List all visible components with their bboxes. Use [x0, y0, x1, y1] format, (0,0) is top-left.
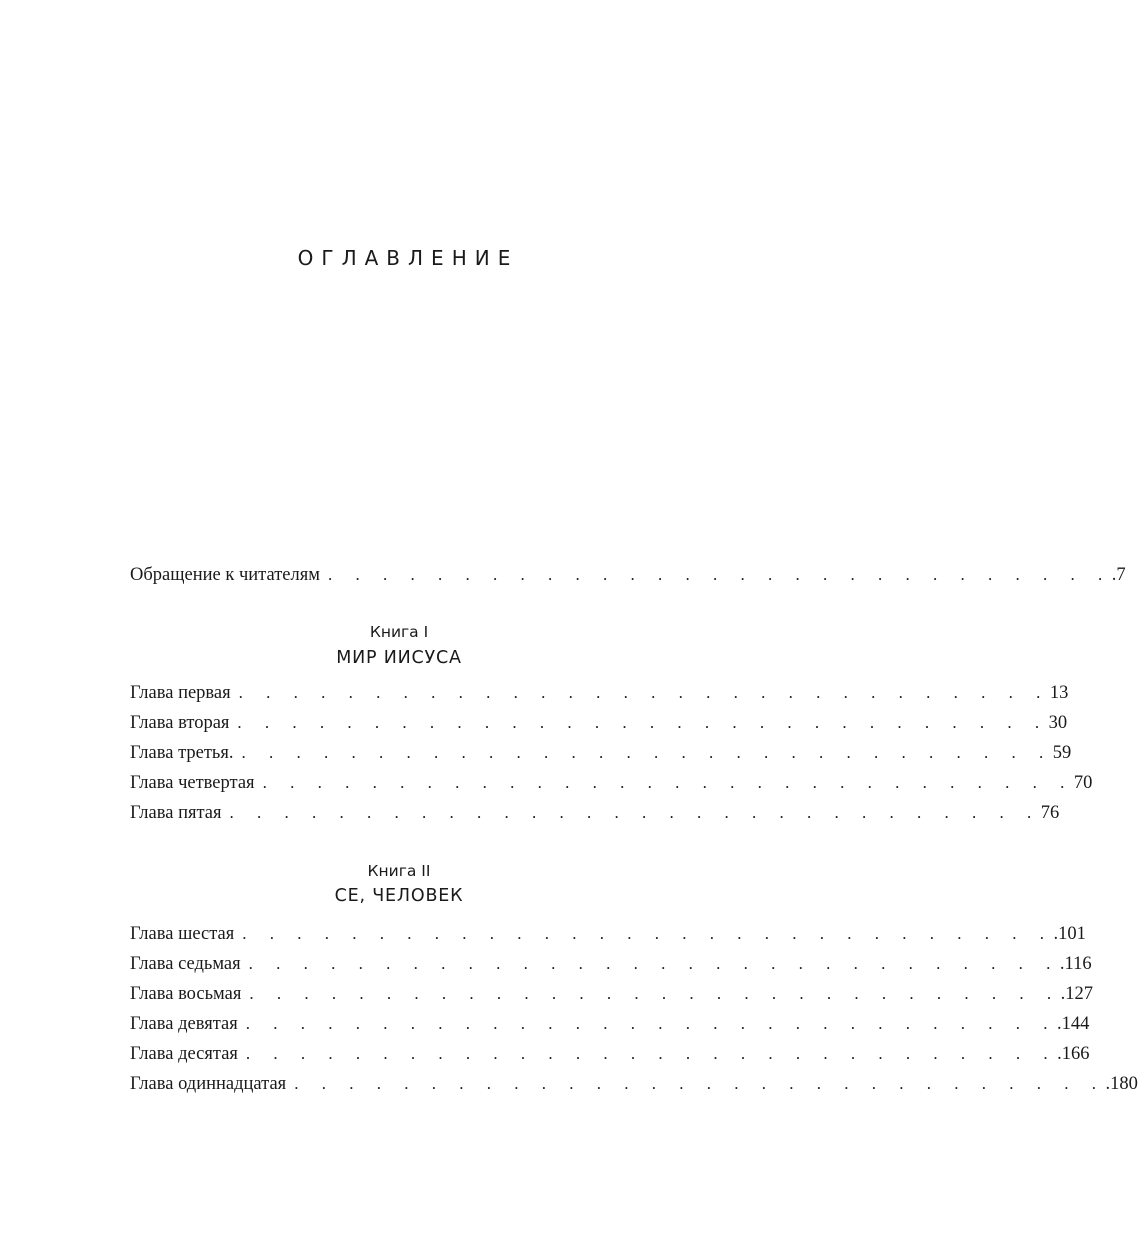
toc-entry-label: Глава восьмая: [130, 984, 242, 1004]
toc-entry-label: Глава вторая: [130, 713, 230, 733]
toc-entry[interactable]: [130, 1043, 1090, 1065]
dot-leader: . . . . . . . . . . . . . . . . . . . . . . . . . . . . . .: [245, 1044, 1058, 1063]
toc-entry-label: Глава первая: [130, 683, 231, 703]
toc-page-number: .7: [1111, 565, 1126, 585]
toc-entry[interactable]: [130, 802, 1060, 824]
toc-entry[interactable]: [130, 742, 1072, 764]
dot-leader: . . . . . . . . . . . . . . . . . . . . . . . . . . . . . .: [237, 713, 1049, 732]
book-label: Книга II: [367, 862, 431, 880]
toc-entry-intro[interactable]: [130, 564, 1126, 586]
toc-page-number: 30: [1048, 713, 1068, 733]
toc-page-number: 76: [1040, 803, 1060, 823]
toc-page-number: 59: [1052, 743, 1072, 763]
dot-leader: . . . . . . . . . . . . . . . . . . . . . . . . . . . . .: [327, 565, 1112, 584]
dot-leader: . . . . . . . . . . . . . . . . . . . . . . . . . . . . . .: [229, 803, 1041, 822]
toc-entry-label: Глава десятая: [130, 1044, 238, 1064]
toc-page-number: .166: [1057, 1044, 1090, 1064]
toc-page-number: .101: [1053, 924, 1086, 944]
book-title: МИР ИИСУСА: [336, 648, 462, 668]
toc-page-number: 70: [1073, 773, 1093, 793]
dot-leader: . . . . . . . . . . . . . . . . . . . . . . . . . . . . . .: [241, 743, 1053, 762]
toc-page-number: 13: [1049, 683, 1069, 703]
dot-leader: . . . . . . . . . . . . . . . . . . . . . . . . . . . . . .: [238, 683, 1050, 702]
toc-entry[interactable]: [130, 923, 1086, 945]
toc-entry-label: Обращение к читателям: [130, 565, 320, 585]
dot-leader: . . . . . . . . . . . . . . . . . . . . . . . . . . . . . .: [248, 954, 1060, 973]
dot-leader: . . . . . . . . . . . . . . . . . . . . . . . . . . . . . .: [249, 984, 1061, 1003]
dot-leader: . . . . . . . . . . . . . . . . . . . . . . . . . . . . . .: [245, 1014, 1057, 1033]
toc-entry[interactable]: [130, 1013, 1090, 1035]
toc-entry-label: Глава девятая: [130, 1014, 238, 1034]
toc-entry[interactable]: [130, 983, 1093, 1005]
toc-entry-label: Глава одиннадцатая: [130, 1074, 287, 1094]
toc-page-number: .180: [1105, 1074, 1138, 1094]
toc-heading: ОГЛАВЛЕНИЕ: [297, 246, 519, 270]
toc-entry-label: Глава седьмая: [130, 954, 241, 974]
toc-page-number: .116: [1059, 954, 1092, 974]
toc-entry[interactable]: [130, 682, 1069, 704]
toc-entry[interactable]: [130, 1073, 1138, 1095]
toc-entry[interactable]: [130, 712, 1068, 734]
toc-page-number: .127: [1060, 984, 1093, 1004]
toc-entry-label: Глава третья.: [130, 743, 234, 763]
toc-entry-label: Глава шестая: [130, 924, 235, 944]
toc-page-number: .144: [1056, 1014, 1090, 1034]
book-title: СЕ, ЧЕЛОВЕК: [334, 886, 464, 906]
toc-entry-label: Глава пятая: [130, 803, 222, 823]
toc-entry-label: Глава четвертая: [130, 773, 255, 793]
dot-leader: . . . . . . . . . . . . . . . . . . . . . . . . . . . . . .: [262, 773, 1074, 792]
toc-entry[interactable]: [130, 953, 1092, 975]
book-label: Книга I: [369, 623, 429, 641]
toc-entry[interactable]: [130, 772, 1093, 794]
dot-leader: . . . . . . . . . . . . . . . . . . . . . . . . . . . . . .: [294, 1074, 1106, 1093]
dot-leader: . . . . . . . . . . . . . . . . . . . . . . . . . . . . . .: [242, 924, 1054, 943]
